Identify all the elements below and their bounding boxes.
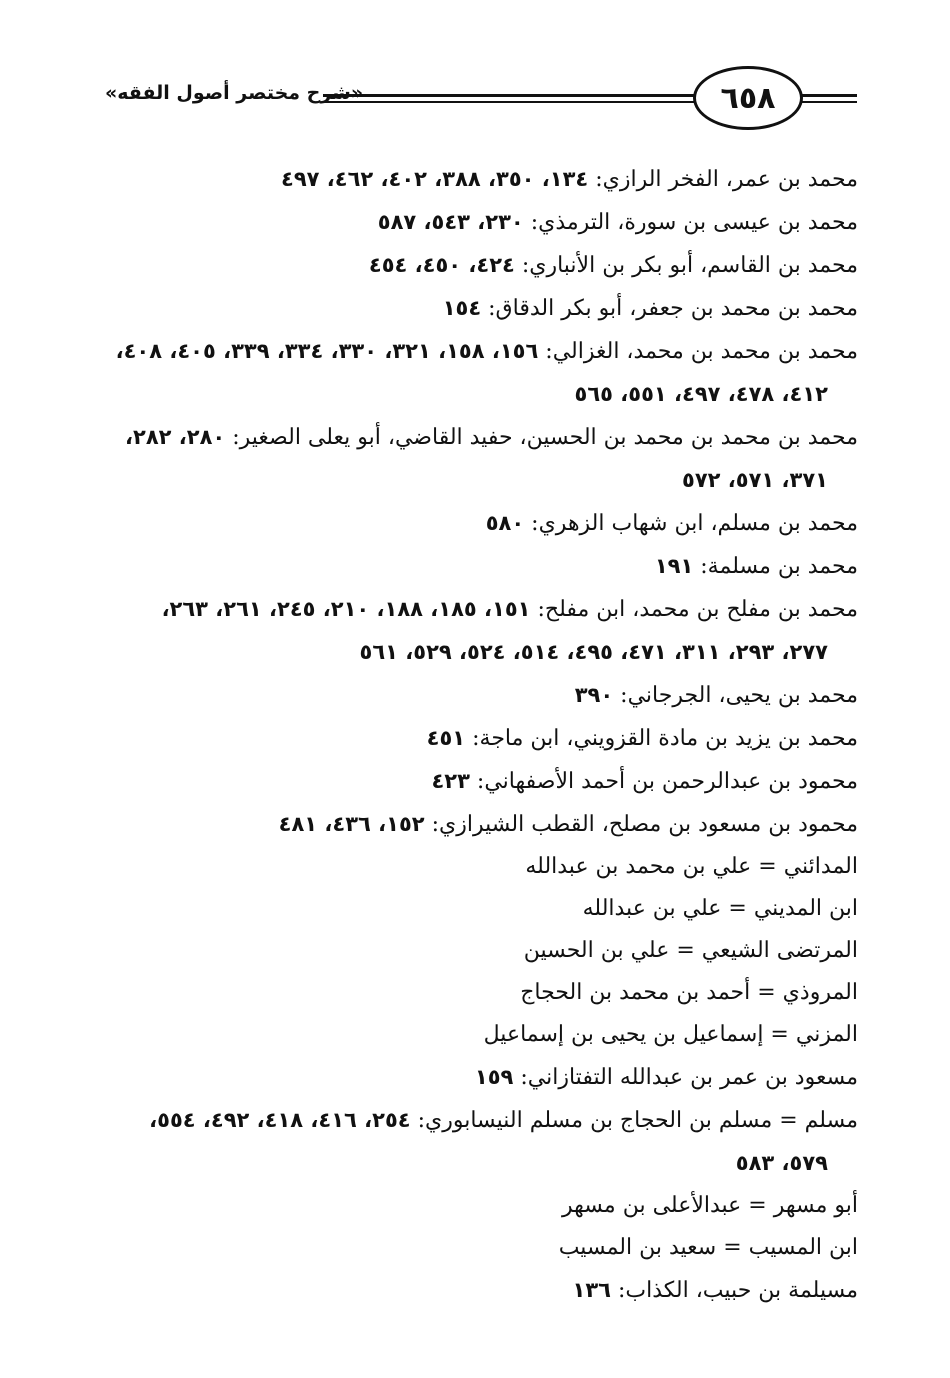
index-list: [110, 158, 858, 1312]
index-entry: [110, 330, 858, 416]
index-entry: [110, 846, 858, 888]
entry-name: محمد بن محمد بن جعفر، أبو بكر الدقاق:: [488, 296, 858, 321]
index-entry: [110, 1185, 858, 1227]
index-entry: [110, 930, 858, 972]
index-entry: [110, 717, 858, 760]
entry-name: محمود بن عبدالرحمن بن أحمد الأصفهاني:: [476, 769, 858, 794]
book-title: «شرح مختصر أصول الفقه»: [105, 82, 364, 104]
entry-name: محمد بن يحيى، الجرجاني:: [620, 683, 858, 708]
entry-name: محمد بن مسلم، ابن شهاب الزهري:: [531, 511, 858, 536]
entry-pages: ٥٨٠: [485, 511, 525, 535]
entry-name: مسلم = مسلم بن الحجاج بن مسلم النيسابوري:: [417, 1108, 858, 1133]
index-entry: [110, 1014, 858, 1056]
entry-pages: ١٥٩: [474, 1065, 514, 1089]
entry-name: ابن المسيب = سعيد بن المسيب: [558, 1235, 858, 1260]
index-entry: [110, 201, 858, 244]
index-entry: [110, 502, 858, 545]
index-entry: [110, 1269, 858, 1312]
entry-name: المدائني = علي بن محمد بن عبدالله: [525, 854, 858, 879]
index-entry: [110, 760, 858, 803]
entry-name: محمد بن مسلمة:: [700, 554, 858, 579]
entry-pages: ٤٢٤، ٤٥٠، ٤٥٤: [368, 253, 515, 277]
page-number: ٦٥٨: [693, 66, 803, 130]
index-entry: [110, 803, 858, 846]
entry-name: مسعود بن عمر بن عبدالله التفتازاني:: [520, 1065, 858, 1090]
entry-pages: ١٥٤: [442, 296, 482, 320]
entry-name: المروذي = أحمد بن محمد بن الحجاج: [520, 980, 858, 1005]
entry-name: ابن المديني = علي بن عبدالله: [582, 896, 858, 921]
entry-name: محمد بن محمد بن محمد، الغزالي:: [545, 339, 858, 364]
entry-pages: ٢٣٠، ٥٤٣، ٥٨٧: [377, 210, 524, 234]
index-entry: [110, 972, 858, 1014]
entry-pages: ٤٥١: [426, 726, 466, 750]
entry-pages: ٤٢٣: [431, 769, 470, 793]
entry-name: مسيلمة بن حبيب، الكذاب:: [617, 1278, 858, 1303]
index-entry: [110, 1227, 858, 1269]
index-entry: [110, 244, 858, 287]
entry-name: محمد بن عيسى بن سورة، الترمذي:: [530, 210, 858, 235]
entry-pages: ٣٩٠: [574, 683, 614, 707]
entry-name: المرتضى الشيعي = علي بن الحسين: [523, 938, 858, 963]
entry-name: أبو مسهر = عبدالأعلى بن مسهر: [562, 1193, 858, 1218]
entry-pages: ١٥٦، ١٥٨، ٣٢١، ٣٣٠، ٣٣٤، ٣٣٩، ٤٠٥، ٤٠٨، ٤١٢، ٤٧٨، ٤٩٧، ٥٥١، ٥٦٥: [115, 339, 828, 406]
index-entry: [110, 545, 858, 588]
entry-name: محمود بن مسعود بن مصلح، القطب الشيرازي:: [431, 812, 858, 837]
index-entry: [110, 1099, 858, 1185]
index-entry: [110, 416, 858, 502]
entry-pages: ١٣٤، ٣٥٠، ٣٨٨، ٤٠٢، ٤٦٢، ٤٩٧: [281, 167, 589, 191]
entry-name: محمد بن مفلح بن محمد، ابن مفلح:: [537, 597, 858, 622]
entry-name: محمد بن القاسم، أبو بكر بن الأنباري:: [521, 253, 858, 278]
index-entry: [110, 888, 858, 930]
index-entry: [110, 287, 858, 330]
index-entry: [110, 1056, 858, 1099]
entry-name: محمد بن عمر، الفخر الرازي:: [595, 167, 858, 192]
index-entry: [110, 588, 858, 674]
entry-name: محمد بن محمد بن محمد بن الحسين، حفيد القاضي، أبو يعلى الصغير:: [232, 425, 858, 450]
entry-pages: ١٣٦: [572, 1278, 611, 1302]
entry-pages: ١٩١: [654, 554, 694, 578]
page-header: [105, 62, 857, 132]
entry-name: محمد بن يزيد بن مادة القزويني، ابن ماجة:: [472, 726, 858, 751]
entry-pages: ١٥١، ١٨٥، ١٨٨، ٢١٠، ٢٤٥، ٢٦١، ٢٦٣، ٢٧٧، ٢٩٣، ٣١١، ٤٧١، ٤٩٥، ٥١٤، ٥٢٤، ٥٢٩، ٥٦١: [161, 597, 828, 664]
index-entry: [110, 158, 858, 201]
entry-pages: ٢٥٤، ٤١٦، ٤١٨، ٤٩٢، ٥٥٤، ٥٧٩، ٥٨٣: [149, 1108, 828, 1175]
entry-pages: ١٥٢، ٤٣٦، ٤٨١: [278, 812, 425, 836]
index-entry: [110, 674, 858, 717]
entry-name: المزني = إسماعيل بن يحيى بن إسماعيل: [483, 1022, 858, 1047]
entry-pages: ٢٨٠، ٢٨٢، ٣٧١، ٥٧١، ٥٧٢: [125, 425, 828, 492]
